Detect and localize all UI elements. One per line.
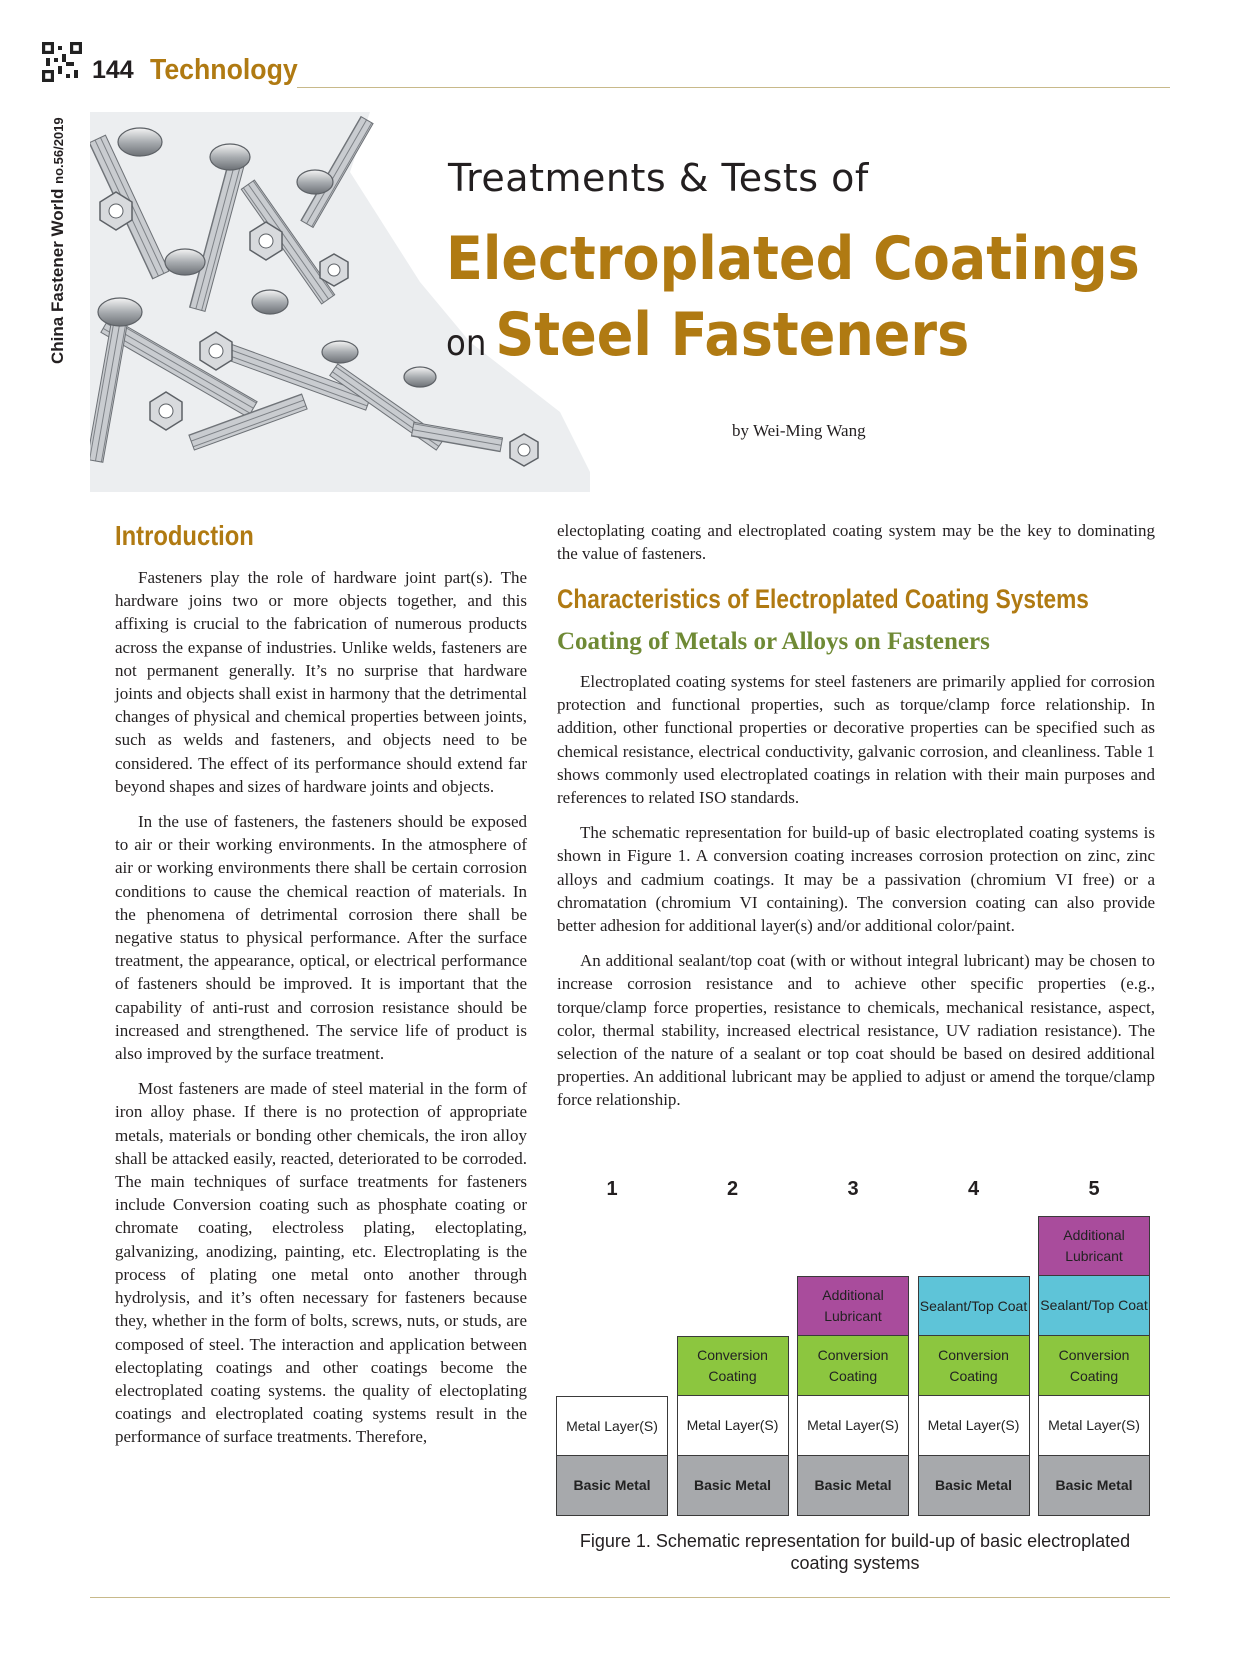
title-line-3 bbox=[446, 300, 969, 370]
layer-basic-metal: Basic Metal bbox=[918, 1456, 1030, 1516]
body-paragraph: The schematic representation for build-up of basic electroplated coating systems is shown in Figure 1. A conversion coating increases corrosion protection on zinc, zinc alloys and cadmium coatings. It may be a passivation (chromium VI free) or a chromatation (chromium VI containing). The conversion coating can also provide better adhesion for additional layer(s) and/or additional color/paint. bbox=[557, 823, 1155, 936]
page-number: 144 bbox=[92, 56, 134, 84]
layer-metal-layer: Metal Layer(S) bbox=[556, 1396, 668, 1456]
layer-metal-layer: Metal Layer(S) bbox=[1038, 1396, 1150, 1456]
issue-number: no.56/2019 bbox=[51, 117, 66, 184]
body-paragraph: Electroplated coating systems for steel fasteners are primarily applied for corrosion protection and functional properties, such as torque/clamp force relationship. In addition, other functional properties or decorative properties can be specified such as chemical resistance, electrical conductivity, galvanic corrosion, and cleanliness. Table 1 shows commonly used electroplated coatings in relation with their main purposes and references to related ISO standards. bbox=[557, 672, 1155, 808]
coating-stack bbox=[677, 1336, 789, 1516]
layer-basic-metal: Basic Metal bbox=[677, 1456, 789, 1516]
title-prefix: on bbox=[446, 323, 487, 364]
header-rule bbox=[297, 87, 1170, 88]
characteristics-heading: Characteristics of Electroplated Coating Systems bbox=[557, 584, 1089, 614]
figure-column-number: 2 bbox=[726, 1178, 739, 1200]
section-title: Technology bbox=[150, 54, 298, 86]
left-column bbox=[115, 566, 527, 1461]
intro-paragraph: In the use of fasteners, the fasteners should be exposed to air or their working environments. In the atmosphere of air or working environments there shall be certain corrosion conditions to cause the chemical reaction of materials. In the phenomena of detrimental corrosion there shall be negative status to physical performance. After the surface treatment, the appearance, optical, or electrical performance of fasteners should be improved. It is important that the capability of anti-rust and corrosion resistance should be increased and strengthened. The service life of product is also improved by the surface treatment. bbox=[115, 812, 527, 1064]
coating-stack bbox=[918, 1276, 1030, 1516]
coating-subheading: Coating of Metals or Alloys on Fasteners bbox=[557, 628, 990, 655]
right-column-body bbox=[557, 670, 1155, 1124]
layer-conversion: Conversion Coating bbox=[797, 1336, 909, 1396]
magazine-issue-label bbox=[48, 92, 76, 364]
byline: by Wei-Ming Wang bbox=[732, 421, 866, 440]
layer-metal-layer: Metal Layer(S) bbox=[797, 1396, 909, 1456]
title-line-1: Treatments & Tests of bbox=[448, 156, 869, 200]
title-line-2: Electroplated Coatings bbox=[446, 224, 1140, 294]
coating-stack bbox=[556, 1396, 668, 1516]
layer-metal-layer: Metal Layer(S) bbox=[918, 1396, 1030, 1456]
layer-conversion: Conversion Coating bbox=[677, 1336, 789, 1396]
coating-stack bbox=[797, 1276, 909, 1516]
qr-code bbox=[42, 42, 82, 82]
layer-metal-layer: Metal Layer(S) bbox=[677, 1396, 789, 1456]
layer-basic-metal: Basic Metal bbox=[797, 1456, 909, 1516]
layer-lubricant: Additional Lubricant bbox=[1038, 1216, 1150, 1276]
layer-basic-metal: Basic Metal bbox=[556, 1456, 668, 1516]
magazine-name: China Fastener World bbox=[48, 188, 67, 364]
footer-rule bbox=[90, 1597, 1170, 1598]
figure-caption: Figure 1. Schematic representation for build-up of basic electroplated coating systems bbox=[579, 1531, 1131, 1573]
body-paragraph: An additional sealant/top coat (with or without integral lubricant) may be chosen to increase corrosion resistance and to achieve other specific properties (e.g., torque/clamp force properties, resistance to chemicals, mechanical resistance, aspect, color, thermal stability, increased electrical resistance, UV radiation resistance). The selection of the nature of a sealant or top coat should be based on desired additional properties. An additional lubricant may be applied to adjust or amend the torque/clamp force relationship. bbox=[557, 951, 1155, 1110]
intro-heading: Introduction bbox=[115, 520, 254, 551]
intro-paragraph: Fasteners play the role of hardware joint part(s). The hardware joins two or more objects together, and this affixing is crucial to the fabrication of numerous products across the expanse of industries. Unlike welds, fasteners are not permanent generally. It’s no surprise that hardware joints and objects shall exist in harmony that the detrimental changes of physical and chemical properties between joints, such as welds and fasteners, and objects need to be considered. The effect of its performance should extend far beyond shapes and sizes of hardware joints and objects. bbox=[115, 568, 527, 796]
figure-column-number: 1 bbox=[606, 1178, 618, 1200]
intro-paragraph: Most fasteners are made of steel material in the form of iron alloy phase. If there is no protection of appropriate metals, materials or bonding other chemicals, the iron alloy shall be attacked easily, reacted, deteriorated to be corroded. The main techniques of surface treatments for fasteners include Conversion coating such as phosphate coating or chromate coating, electroless plating, electoplating, galvanizing, anodizing, painting, etc. Electroplating is the process of plating one metal onto another through hydrolysis, and it’s often necessary for fasteners because they, whether in the form of bolts, screws, nuts, or studs, are composed of steel. The interaction and application between electoplating coatings and other coatings become the electroplated coating systems. the quality of electoplating coatings and electroplated coating systems result in the performance of surface treatments. Therefore, bbox=[115, 1079, 527, 1447]
continuation-paragraph: electoplating coating and electroplated coating system may be the key to dominating the value of fasteners. bbox=[557, 521, 1155, 564]
layer-conversion: Conversion Coating bbox=[918, 1336, 1030, 1396]
layer-basic-metal: Basic Metal bbox=[1038, 1456, 1150, 1516]
figure-column-number: 4 bbox=[967, 1178, 980, 1200]
layer-lubricant: Additional Lubricant bbox=[797, 1276, 909, 1336]
coating-stack bbox=[1038, 1216, 1150, 1516]
figure-column-number: 3 bbox=[847, 1178, 859, 1200]
right-column-top bbox=[557, 519, 1155, 577]
figure-column-number: 5 bbox=[1088, 1178, 1100, 1200]
layer-sealant: Sealant/Top Coat bbox=[1038, 1276, 1150, 1336]
layer-sealant: Sealant/Top Coat bbox=[918, 1276, 1030, 1336]
title-main: Steel Fasteners bbox=[495, 300, 970, 370]
layer-conversion: Conversion Coating bbox=[1038, 1336, 1150, 1396]
